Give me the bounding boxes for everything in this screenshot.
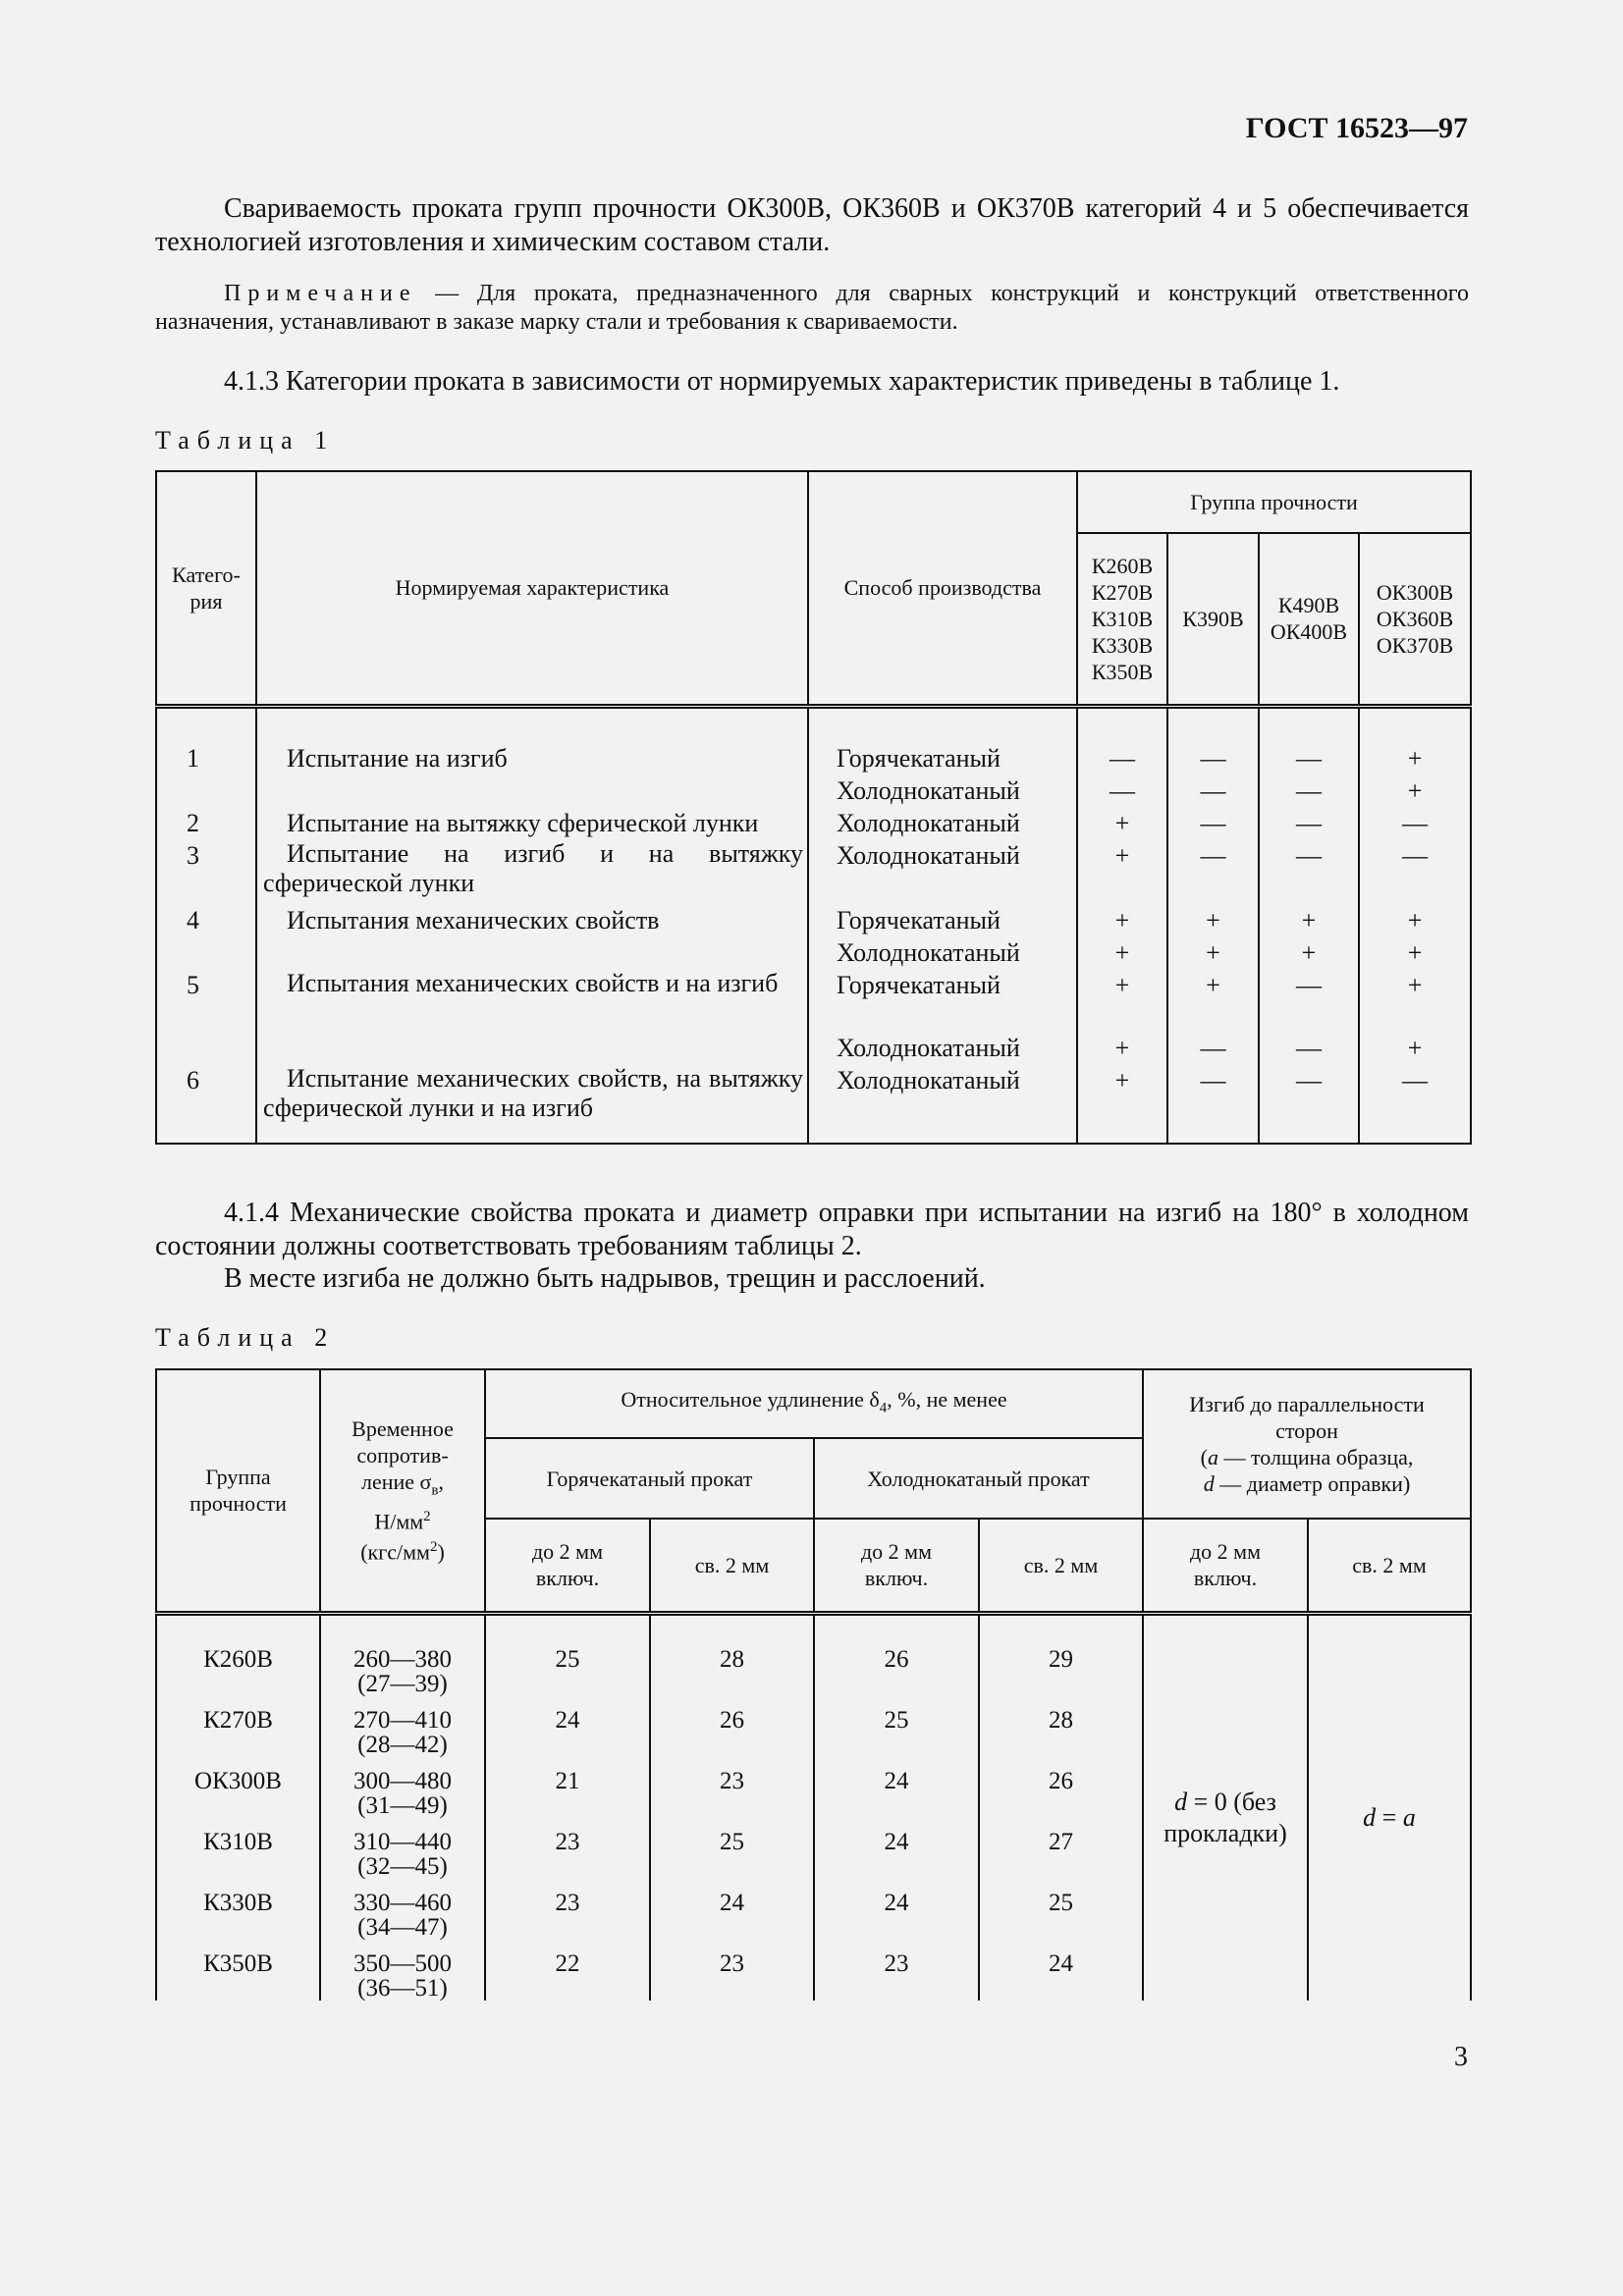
t2-tensile: 310—440 (32—45) xyxy=(320,1818,485,1879)
t1-header-group-1: К260В К270В К310В К330В К350В xyxy=(1077,533,1167,706)
t1-header-group-3: К490В ОК400В xyxy=(1259,533,1359,706)
t2-header-elongation: Относительное удлинение $\delta_4$, %, не менее xyxy=(485,1369,1143,1438)
paragraph-4-1-3: 4.1.3 Категории проката в зависимости от нормируемых характеристик приведены в таблице 1. xyxy=(224,366,1340,397)
t2-tensile: 270—410 (28—42) xyxy=(320,1696,485,1757)
t2-header-hot-upto2: до 2 мм включ. xyxy=(485,1519,650,1613)
t1-val: — xyxy=(1259,807,1359,839)
t1-val: — xyxy=(1259,839,1359,898)
table2-caption: Таблица 2 xyxy=(155,1323,336,1352)
t1-val: + — xyxy=(1167,969,1259,1064)
t2-hot-over2: 23 xyxy=(650,1940,814,2001)
t2-header-hot-over2: св. 2 мм xyxy=(650,1519,814,1613)
t1-val: + + xyxy=(1077,969,1167,1064)
t1-val: — xyxy=(1359,807,1471,839)
t2-hot-over2: 28 xyxy=(650,1613,814,1696)
t1-val: + xyxy=(1077,807,1167,839)
t1-method: Горячекатаный Холоднокатаный xyxy=(808,706,1077,807)
t2-tensile: 260—380 (27—39) xyxy=(320,1613,485,1696)
t2-cold-over2: 27 xyxy=(979,1818,1143,1879)
t2-header-tensile: Временное сопротив- ление $\sigma_в$, $Н/мм^2$ $(кгс/мм^2)$ xyxy=(320,1369,485,1613)
weldability-paragraph: Свариваемость проката групп прочности ОК300В, ОК360В и ОК370В категорий 4 и 5 обеспечивается технологией изготовления и химическим составом стали. xyxy=(155,193,1469,257)
t2-header-cold: Холоднокатаный прокат xyxy=(814,1438,1143,1519)
t2-cold-upto2: 24 xyxy=(814,1757,979,1818)
t2-cold-over2: 29 xyxy=(979,1613,1143,1696)
note-label: Примечание xyxy=(224,281,417,306)
t1-cat: 3 xyxy=(156,839,256,898)
t1-val: — xyxy=(1167,807,1259,839)
t1-cat: 2 xyxy=(156,807,256,839)
t2-cold-over2: 26 xyxy=(979,1757,1143,1818)
t1-char: Испытания механических свойств xyxy=(256,898,808,969)
t2-hot-upto2: 24 xyxy=(485,1696,650,1757)
t1-row-6 xyxy=(156,1064,1471,1144)
t1-val: — xyxy=(1167,1064,1259,1144)
t1-header-group-4: ОК300В ОК360В ОК370В xyxy=(1359,533,1471,706)
t2-group: К330В xyxy=(156,1879,320,1940)
t1-val: + + xyxy=(1167,898,1259,969)
t1-val: + xyxy=(1077,839,1167,898)
t2-hot-upto2: 23 xyxy=(485,1879,650,1940)
t2-group: ОК300В xyxy=(156,1757,320,1818)
t2-header-group: Группа прочности xyxy=(156,1369,320,1613)
note-paragraph xyxy=(155,280,1469,337)
t2-header-cold-upto2: до 2 мм включ. xyxy=(814,1519,979,1613)
t1-cat: 6 xyxy=(156,1064,256,1144)
t2-group: К260В xyxy=(156,1613,320,1696)
t1-header-group-2: К390В xyxy=(1167,533,1259,706)
table-1 xyxy=(155,470,1472,1145)
t1-val: — xyxy=(1359,839,1471,898)
t2-header-hot: Горячекатаный прокат xyxy=(485,1438,814,1519)
t2-header-bend-over2: св. 2 мм xyxy=(1308,1519,1471,1613)
t2-header-bend-upto2: до 2 мм включ. xyxy=(1143,1519,1308,1613)
t2-tensile: 300—480 (31—49) xyxy=(320,1757,485,1818)
table1-caption: Таблица 1 xyxy=(155,426,336,454)
t2-bend-upto2: d = 0 (без прокладки) xyxy=(1143,1613,1308,2001)
t1-method: Горячекатаный Холоднокатаный xyxy=(808,969,1077,1064)
t2-group: К310В xyxy=(156,1818,320,1879)
t1-char: Испытание на изгиб и на вытяжку сферической лунки xyxy=(256,839,808,898)
t1-val: + + xyxy=(1359,898,1471,969)
t2-tensile: 330—460 (34—47) xyxy=(320,1879,485,1940)
page-number: 3 xyxy=(1454,2042,1468,2072)
t1-method: Холоднокатаный xyxy=(808,807,1077,839)
t2-hot-over2: 24 xyxy=(650,1879,814,1940)
t1-cat: 5 xyxy=(156,969,256,1064)
t2-cold-upto2: 24 xyxy=(814,1879,979,1940)
t1-row-3 xyxy=(156,839,1471,898)
t1-val: — xyxy=(1359,1064,1471,1144)
t2-cold-over2: 28 xyxy=(979,1696,1143,1757)
t1-val: + + xyxy=(1359,969,1471,1064)
t1-val: — — xyxy=(1077,706,1167,807)
bend-paragraph: В месте изгиба не должно быть надрывов, трещин и расслоений. xyxy=(224,1263,986,1294)
t1-char: Испытание механических свойств, на вытяжку сферической лунки и на изгиб xyxy=(256,1064,808,1144)
t2-bend-over2: d = a xyxy=(1308,1613,1471,2001)
t1-val: + xyxy=(1077,1064,1167,1144)
t1-header-category: Катего- рия xyxy=(156,471,256,706)
t1-method: Холоднокатаный xyxy=(808,1064,1077,1144)
t1-row-1 xyxy=(156,706,1471,807)
t2-cold-over2: 25 xyxy=(979,1879,1143,1940)
t2-hot-over2: 23 xyxy=(650,1757,814,1818)
note-text: — Для проката, предназначенного для сварных конструкций и конструкций ответственного назначения, устанавливают в заказе марку стали и требования к свариваемости. xyxy=(155,281,1469,335)
t2-hot-upto2: 21 xyxy=(485,1757,650,1818)
t2-group: К350В xyxy=(156,1940,320,2001)
t1-val: + + xyxy=(1077,898,1167,969)
t2-hot-upto2: 22 xyxy=(485,1940,650,2001)
t2-header-cold-over2: св. 2 мм xyxy=(979,1519,1143,1613)
t1-char: Испытание на вытяжку сферической лунки xyxy=(256,807,808,839)
t1-header-method: Способ производства xyxy=(808,471,1077,706)
standard-header: ГОСТ 16523—97 xyxy=(1245,112,1468,144)
t1-row-2 xyxy=(156,807,1471,839)
t1-val: + + xyxy=(1359,706,1471,807)
t1-val: + + xyxy=(1259,898,1359,969)
t1-val: — — xyxy=(1259,706,1359,807)
t2-hot-over2: 25 xyxy=(650,1818,814,1879)
t2-hot-over2: 26 xyxy=(650,1696,814,1757)
t1-header-strength-group: Группа прочности xyxy=(1077,471,1471,533)
t1-cat: 1 xyxy=(156,706,256,807)
t2-cold-upto2: 24 xyxy=(814,1818,979,1879)
t2-hot-upto2: 23 xyxy=(485,1818,650,1879)
t1-cat: 4 xyxy=(156,898,256,969)
t1-char: Испытание на изгиб xyxy=(256,706,808,807)
t1-val: — — xyxy=(1259,969,1359,1064)
t1-method: Горячекатаный Холоднокатаный xyxy=(808,898,1077,969)
t2-tensile: 350—500 (36—51) xyxy=(320,1940,485,2001)
t2-group: К270В xyxy=(156,1696,320,1757)
t2-cold-over2: 24 xyxy=(979,1940,1143,2001)
t2-cold-upto2: 26 xyxy=(814,1613,979,1696)
table-2 xyxy=(155,1368,1472,2001)
t1-header-characteristic: Нормируемая характеристика xyxy=(256,471,808,706)
t1-val: — xyxy=(1167,839,1259,898)
paragraph-4-1-4: 4.1.4 Механические свойства проката и диаметр оправки при испытании на изгиб на 180° в холодном состоянии должны соответствовать требованиям таблицы 2. xyxy=(155,1198,1469,1261)
t2-row xyxy=(156,1613,1471,1696)
t1-method: Холоднокатаный xyxy=(808,839,1077,898)
t2-hot-upto2: 25 xyxy=(485,1613,650,1696)
t1-row-4 xyxy=(156,898,1471,969)
t1-val: — xyxy=(1259,1064,1359,1144)
t2-cold-upto2: 23 xyxy=(814,1940,979,2001)
t1-val: — — xyxy=(1167,706,1259,807)
t1-char: Испытания механических свойств и на изгиб xyxy=(256,969,808,1064)
t2-cold-upto2: 25 xyxy=(814,1696,979,1757)
t2-header-bend: Изгиб до параллельности сторон (а — толщина образца, d — диаметр оправки) xyxy=(1143,1369,1471,1519)
t1-row-5 xyxy=(156,969,1471,1064)
